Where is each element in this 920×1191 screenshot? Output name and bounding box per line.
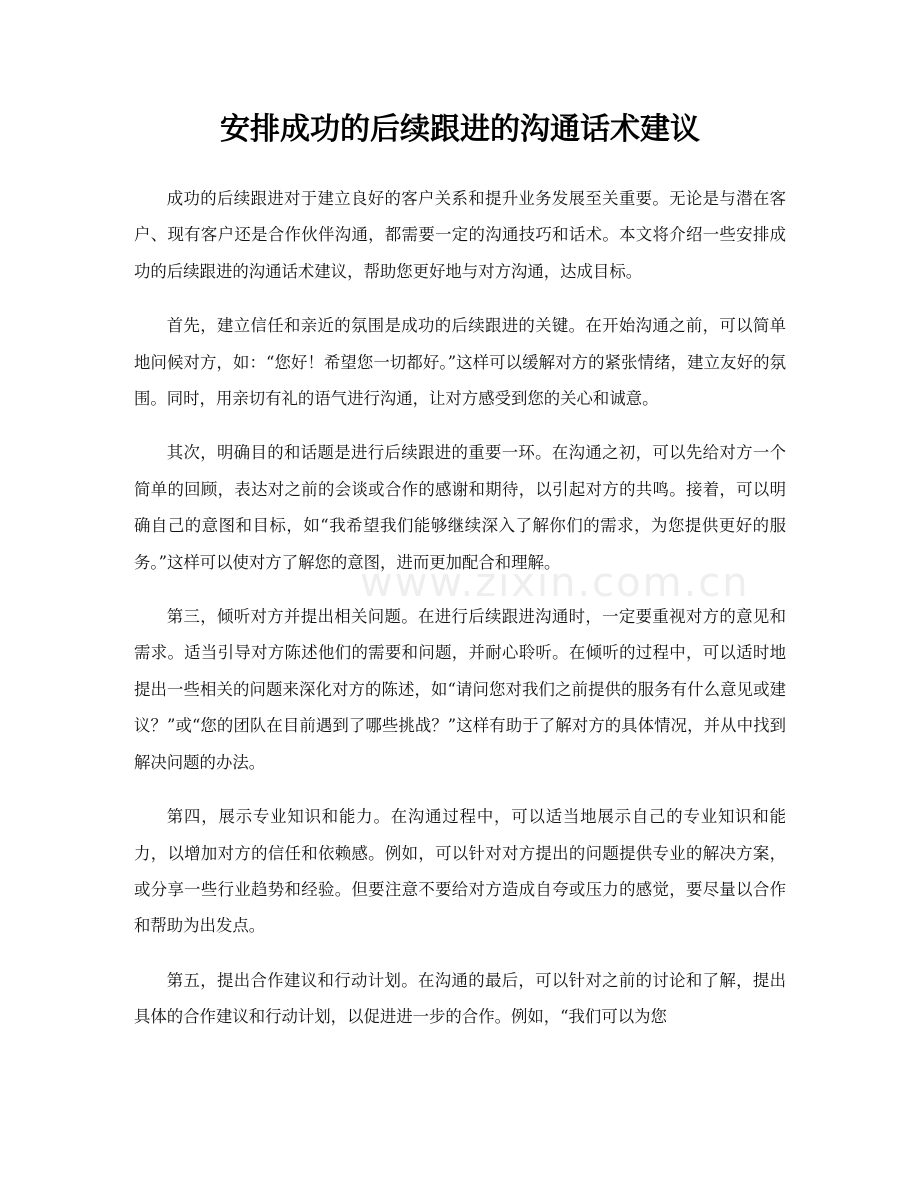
document-body <box>134 181 786 1054</box>
page-title: 安排成功的后续跟进的沟通话术建议 <box>220 112 700 147</box>
paragraph-third: 第三，倾听对方并提出相关问题。在进行后续跟进沟通时，一定要重视对方的意见和需求。适当引导对方陈述他们的需要和问题，并耐心聆听。在倾听的过程中，可以适时地提出一些相关的问题来深化对方的陈述，如“请问您对我们之前提供的服务有什么意见或建议？”或“您的团队在目前遇到了哪些挑战？”这样有助于了解对方的具体情况，并从中找到解决问题的办法。 <box>134 607 786 772</box>
paragraph-second: 其次，明确目的和话题是进行后续跟进的重要一环。在沟通之初，可以先给对方一个简单的回顾，表达对之前的会谈或合作的感谢和期待，以引起对方的共鸣。接着，可以明确自己的意图和目标，如“我希望我们能够继续深入了解你们的需求，为您提供更好的服务。”这样可以使对方了解您的意图，进而更加配合和理解。 <box>134 443 786 572</box>
watermark: www.zixin.com.cn <box>360 560 750 606</box>
paragraph-fourth: 第四，展示专业知识和能力。在沟通过程中，可以适当地展示自己的专业知识和能力，以增加对方的信任和依赖感。例如，可以针对对方提出的问题提供专业的解决方案，或分享一些行业趋势和经验。但要注意不要给对方造成自夸或压力的感觉，要尽量以合作和帮助为出发点。 <box>134 807 786 936</box>
paragraph-intro: 成功的后续跟进对于建立良好的客户关系和提升业务发展至关重要。无论是与潜在客户、现有客户还是合作伙伴沟通，都需要一定的沟通技巧和话术。本文将介绍一些安排成功的后续跟进的沟通话术建议，帮助您更好地与对方沟通，达成目标。 <box>134 189 786 281</box>
paragraph-fifth: 第五，提出合作建议和行动计划。在沟通的最后，可以针对之前的讨论和了解，提出具体的合作建议和行动计划，以促进进一步的合作。例如，“我们可以为您 <box>134 970 786 1027</box>
paragraph-first: 首先，建立信任和亲近的氛围是成功的后续跟进的关键。在开始沟通之前，可以简单地问候对方，如：“您好！希望您一切都好。”这样可以缓解对方的紧张情绪，建立友好的氛围。同时，用亲切有礼的语气进行沟通，让对方感受到您的关心和诚意。 <box>134 316 786 409</box>
